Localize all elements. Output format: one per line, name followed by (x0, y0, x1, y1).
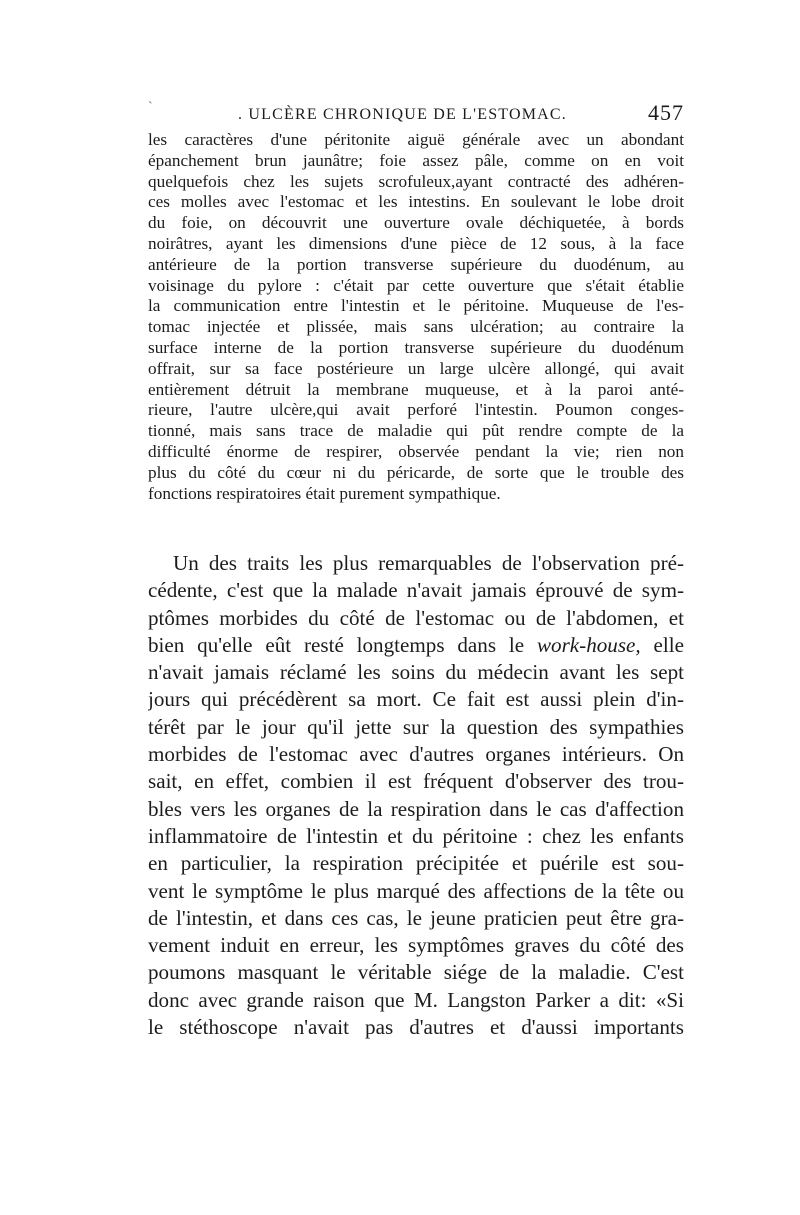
text-line: quelquefois chez les sujets scrofuleux,ayant contracté des adhéren- (148, 171, 684, 191)
text-line: antérieure de la portion transverse supérieure du duodénum, au (148, 254, 684, 274)
text-line: vent le symptôme le plus marqué des affections de la tête ou (148, 878, 684, 903)
page-header (148, 100, 684, 126)
text-line: térêt par le jour qu'il jette sur la question des sympathies (148, 714, 684, 739)
text-line: morbides de l'estomac avec d'autres organes intérieurs. On (148, 742, 684, 767)
text-line: jours qui précédèrent sa mort. Ce fait est aussi plein d'in- (148, 687, 684, 712)
paragraph-small-print (148, 130, 684, 504)
text-line: du foie, on découvrit une ouverture ovale déchiquetée, à bords (148, 213, 684, 233)
text-line: la communication entre l'intestin et le péritoine. Muqueuse de l'es- (148, 296, 684, 316)
text-line: voisinage du pylore : c'était par cette ouverture que s'était établie (148, 275, 684, 295)
text-line: donc avec grande raison que M. Langston Parker a dit: «Si (148, 987, 684, 1012)
text-line: poumons masquant le véritable siége de la maladie. C'est (148, 960, 684, 985)
text-line: vement induit en erreur, les symptômes graves du côté des (148, 933, 684, 958)
italic-term: work-house, (536, 632, 641, 657)
text-line: ptômes morbides du côté de l'estomac ou de l'abdomen, et (148, 605, 684, 630)
text-line: les caractères d'une péritonite aiguë générale avec un abondant (148, 130, 684, 149)
text-line-with-italic (148, 632, 684, 659)
text-line: fonctions respiratoires était purement sympathique. (148, 483, 501, 503)
text-line: Un des traits les plus remarquables de l'observation pré- (173, 551, 684, 575)
text-line: difficulté énorme de respirer, observée pendant la vie; rien non (148, 441, 684, 461)
text-segment: elle (640, 632, 684, 657)
text-line: épanchement brun jaunâtre; foie assez pâle, comme on en voit (148, 150, 684, 170)
text-line: n'avait jamais réclamé les soins du médecin avant les sept (148, 660, 684, 685)
text-line: sait, en effet, combien il est fréquent d'observer des trou- (148, 769, 684, 794)
text-segment: bien qu'elle eût resté longtemps dans le (148, 632, 537, 657)
text-line: ces molles avec l'estomac et les intestins. En soulevant le lobe droit (148, 192, 684, 212)
text-line: en particulier, la respiration précipitée et puérile est sou- (148, 851, 684, 876)
text-line: noirâtres, ayant les dimensions d'une pièce de 12 sous, à la face (148, 233, 684, 253)
text-line: bles vers les organes de la respiration dans le cas d'affection (148, 796, 684, 821)
text-line: tionné, mais sans trace de maladie qui pût rendre compte de la (148, 421, 684, 441)
text-line: surface interne de la portion transverse supérieure du duodénum (148, 337, 684, 357)
text-line: entièrement détruit la membrane muqueuse, et à la paroi anté- (148, 379, 684, 399)
text-line: tomac injectée et plissée, mais sans ulcération; au contraire la (148, 317, 684, 337)
text-line: inflammatoire de l'intestin et du péritoine : chez les enfants (148, 823, 684, 848)
text-line: de l'intestin, et dans ces cas, le jeune praticien peut être gra- (148, 905, 684, 930)
text-line: offrait, sur sa face postérieure un large ulcère allongé, qui avait (148, 358, 684, 378)
running-title: . ULCÈRE CHRONIQUE DE L'ESTOMAC. (238, 106, 567, 123)
text-line: cédente, c'est que la malade n'avait jamais éprouvé de sym- (148, 578, 684, 603)
paragraph-main (148, 550, 684, 1041)
text-line: le stéthoscope n'avait pas d'autres et d'aussi importants (148, 1015, 684, 1040)
text-line: rieure, l'autre ulcère,qui avait perforé l'intestin. Poumon conges- (148, 400, 684, 420)
text-line: plus du côté du cœur ni du péricarde, de sorte que le trouble des (148, 462, 684, 482)
header-mark: ` (148, 100, 153, 115)
page-number: 457 (648, 100, 684, 125)
